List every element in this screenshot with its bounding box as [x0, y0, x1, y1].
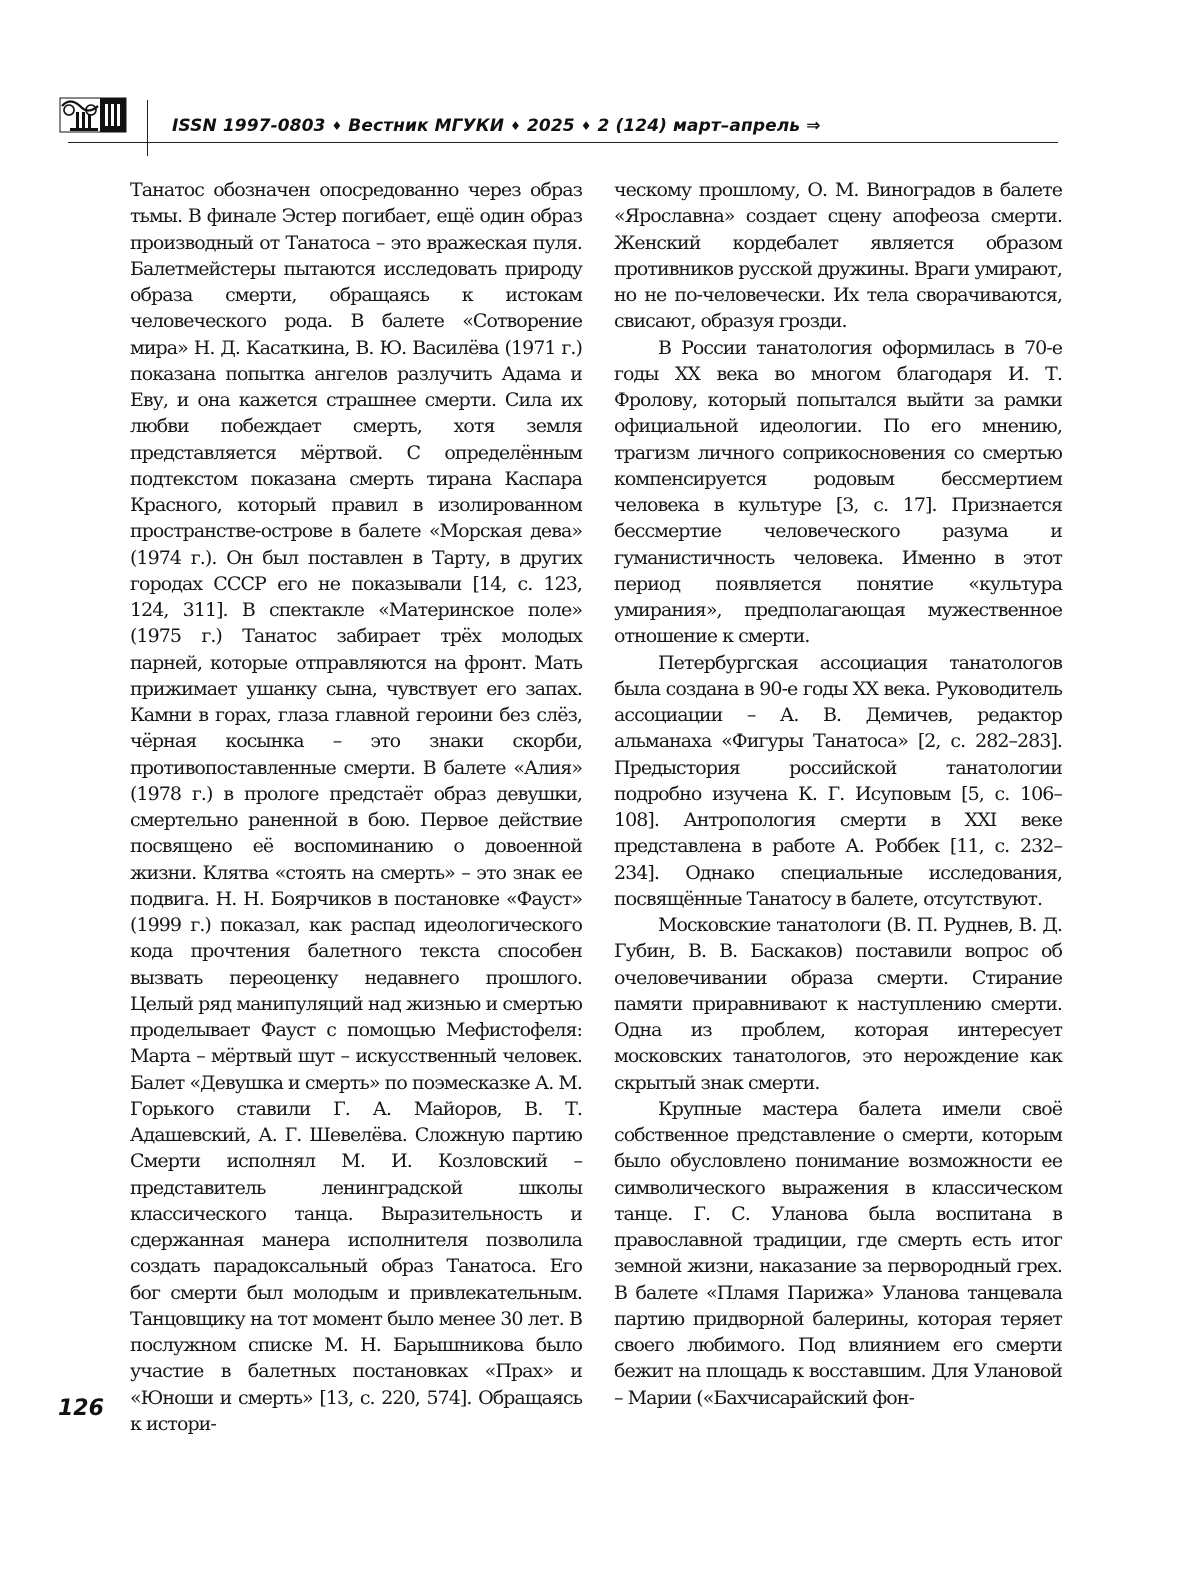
paragraph: В России танатология оформилась в 70-е годы XX века во многом благодаря И. Т. Фролову, который попытался выйти за рамки официальной идеологии. По его мнению, трагизм личного соприкосновения со смертью компенсируется родовым бессмертием человека в культуре [3, с. 17]. Признается бессмертие человеческого разума и гуманистичность человека. Именно в этот период появляется понятие «культура умирания», предполагающая мужественное отношение к смерти.: [614, 336, 1062, 648]
header-issn: ISSN 1997-0803: [172, 116, 326, 136]
journal-logo-icon: [56, 92, 128, 138]
paragraph: Московские танатологи (В. П. Руднев, В. Д. Губин, В. В. Баскаков) поставили вопрос об очеловечивании образа смерти. Стирание памяти приравнивают к наступлению смерти. Одна из проблем, которая интересует московских танатологов, это нерождение как скрытый знак смерти.: [614, 914, 1062, 1094]
header-year: 2025: [526, 116, 575, 136]
header-separator-icon: ♦: [510, 119, 521, 133]
continue-arrow-icon: ⇒: [806, 116, 821, 136]
paragraph: ческому прошлому, О. М. Виноградов в балете «Ярославна» создает сцену апофеоза смерти. Женский кордебалет является образом противников русской дружины. Враги умирают, но не по-человечески. Их тела сворачиваются, свисают, образуя грозди.: [614, 179, 1062, 333]
paragraph: Танатос обозначен опосредованно через образ тьмы. В финале Эстер погибает, ещё один образ производный от Танатоса – это вражеская пуля. Балетмейстеры пытаются исследовать природу образа смерти, обращаясь к истокам человеческого рода. В балете «Сотворение мира» Н. Д. Касаткина, В. Ю. Василёва (1971 г.) показана попытка ангелов разлучить Адама и Еву, и она кажется страшнее смерти. Сила их любви побеждает смерть, хотя земля представляется мёртвой. С определённым подтекстом показана смерть тирана Каспара Красного, который правил в изолированном пространстве-острове в балете «Морская дева» (1974 г.). Он был поставлен в Тарту, в других городах СССР его не показывали [14, с. 123, 124, 311]. В спектакле «Материнское поле» (1975 г.) Танатос забирает трёх молодых парней, которые отправляются на фронт. Мать прижимает ушанку сына, чувствует его запах. Камни в горах, глаза главной героини без слёз, чёрная косынка – это знаки скорби, противопоставленные смерти. В балете «Алия» (1978 г.) в прологе предстаёт образ девушки, смертельно раненной в бою. Первое действие посвящено её воспоминанию о довоенной жизни. Клятва «стоять на смерть» – это знак ее подвига. Н. Н. Боярчиков в постановке «Фауст» (1999 г.) показал, как распад идеологического кода прочтения балетного текста способен вызвать переоценку недавнего прошлого. Целый ряд манипуляций над жизнью и смертью проделывает Фауст с помощью Мефистофеля: Марта – мёртвый шут – искусственный человек. Балет «Девушка и смерть» по поэмесказке А. М. Горького ставили Г. А. Майоров, В. Т. Адашевский, А. Г. Шевелёва. Сложную партию Смерти исполнял М. И. Козловский – представитель ленинградской школы классического танца. Выразительность и сдержанная манера исполнителя позволила создать парадоксальный образ Танатоса. Его бог смерти был молодым и привлекательным. Танцовщику на тот момент было менее 30 лет. В послужном списке М. Н. Барышникова было участие в балетных постановках «Прах» и «Юноши и смерть» [13, с. 220, 574]. Обращаясь к истори-: [130, 179, 582, 1435]
paragraph: Петербургская ассоциация танатологов была создана в 90-е годы XX века. Руководитель ассоциации – А. В. Демичев, редактор альманаха «Фигуры Танатоса» [2, с. 282–283]. Предыстория российской танатологии подробно изучена К. Г. Исуповым [5, с. 106–108]. Антропология смерти в XXI веке представлена в работе А. Роббек [11, с. 232–234]. Однако специальные исследования, посвящённые Танатосу в балете, отсутствуют.: [614, 651, 1062, 910]
page-number: 126: [58, 1396, 104, 1421]
paragraph: Крупные мастера балета имели своё собственное представление о смерти, которым было обусловлено понимание возможности ее символического выражения в классическом танце. Г. С. Уланова была воспитана в православной традиции, где смерть есть итог земной жизни, наказание за первородный грех. В балете «Пламя Парижа» Уланова танцевала партию придворной балерины, которая теряет своего любимого. Под влиянием его смерти бежит на площадь к восставшим. Для Улановой – Марии («Бахчисарайский фон-: [614, 1097, 1062, 1409]
header-separator-icon: ♦: [331, 119, 343, 133]
running-header: [172, 116, 821, 136]
header-separator-icon: ♦: [580, 119, 592, 133]
header-rule-vertical: [147, 100, 148, 156]
header-journal: Вестник МГУКИ: [348, 116, 505, 136]
header-issue: 2 (124) март–апрель: [597, 116, 801, 136]
text-column-left: [130, 177, 582, 1437]
header-rule: [68, 142, 1058, 143]
text-column-right: [614, 177, 1062, 1411]
